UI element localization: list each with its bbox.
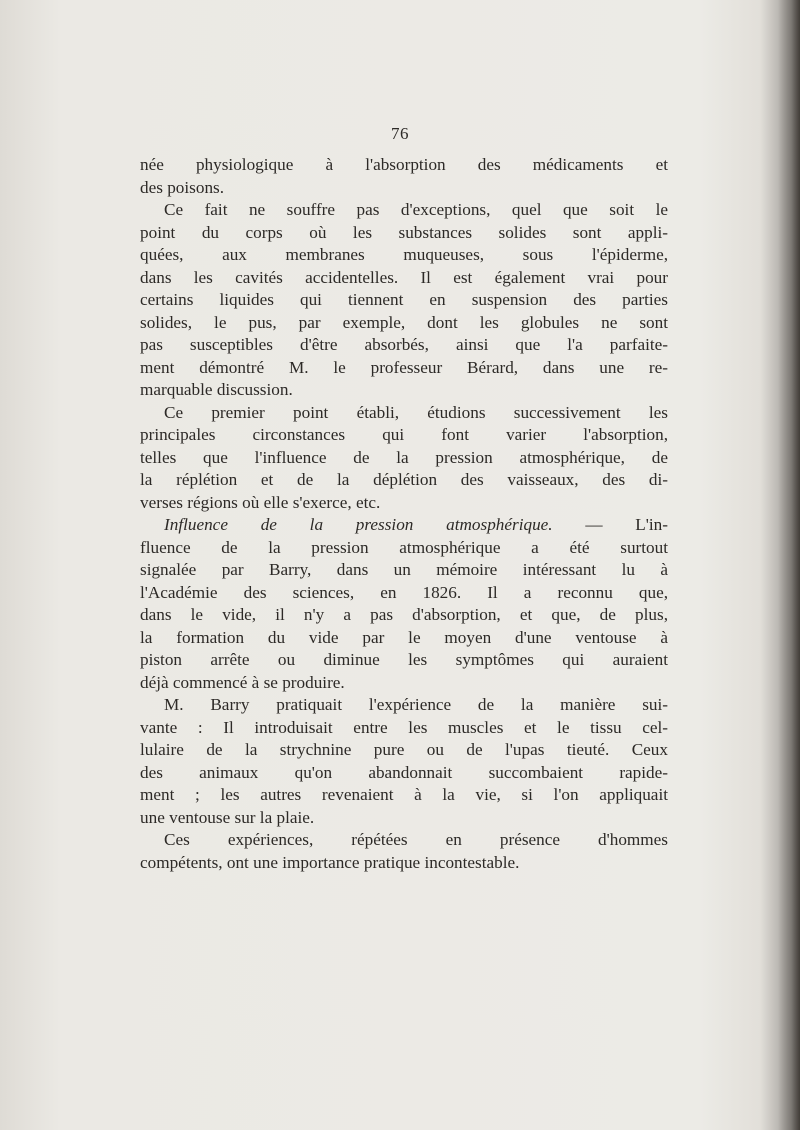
text-line: Ce fait ne souffre pas d'exceptions, quel que soit le — [164, 200, 668, 219]
section-heading: Influence de la pression atmosphérique. — [164, 515, 553, 534]
paragraph-6 — [140, 829, 668, 874]
text-line: déjà commencé à se produire. — [140, 672, 345, 692]
text-fragment: — L'in- — [552, 515, 668, 534]
text-line: M. Barry pratiquait l'expérience de la manière sui- — [164, 695, 668, 714]
text-line: piston arrête ou diminue les symptômes qui auraient — [140, 650, 668, 669]
text-line: ment ; les autres revenaient à la vie, si l'on appliquait — [140, 785, 668, 804]
text-line: des poisons. — [140, 177, 225, 197]
text-line: dans le vide, il n'y a pas d'absorption, et que, de plus, — [140, 605, 668, 624]
text-line: née physiologique à l'absorption des médicaments et — [140, 155, 668, 174]
text-line: fluence de la pression atmosphérique a été surtout — [140, 537, 668, 557]
text-line: lulaire de la strychnine pure ou de l'upas tieuté. Ceux — [140, 740, 668, 759]
text-line: quées, aux membranes muqueuses, sous l'épiderme, — [140, 245, 668, 264]
text-line: verses régions où elle s'exerce, etc. — [140, 492, 381, 512]
text-line: compétents, ont une importance pratique incontestable. — [140, 852, 520, 872]
body-text — [140, 154, 668, 874]
text-line: dans les cavités accidentelles. Il est également vrai pour — [140, 267, 668, 287]
text-line: marquable discussion. — [140, 380, 293, 399]
text-line: Ce premier point établi, étudions successivement les — [164, 402, 668, 422]
page-edge-shadow — [778, 0, 800, 1130]
text-line: l'Académie des sciences, en 1826. Il a reconnu que, — [140, 582, 668, 602]
paragraph-3 — [140, 402, 668, 515]
text-line: certains liquides qui tiennent en suspension des parties — [140, 290, 668, 309]
paragraph-4 — [140, 514, 668, 694]
text-line: solides, le pus, par exemple, dont les globules ne sont — [140, 312, 668, 332]
text-line: Ces expériences, répétées en présence d'hommes — [164, 830, 668, 849]
text-line: principales circonstances qui font varier l'absorption, — [140, 425, 668, 444]
text-line: pas susceptibles d'être absorbés, ainsi que l'a parfaite- — [140, 335, 668, 354]
text-line: une ventouse sur la plaie. — [140, 807, 315, 827]
text-line: telles que l'influence de la pression atmosphérique, de — [140, 447, 668, 467]
text-line: vante : Il introduisait entre les muscles et le tissu cel- — [140, 717, 668, 737]
page-number: 76 — [391, 124, 409, 143]
text-line: point du corps où les substances solides sont appli- — [140, 222, 668, 242]
paragraph-2 — [140, 199, 668, 402]
paragraph-1 — [140, 154, 668, 199]
text-line: la réplétion et de la déplétion des vaisseaux, des di- — [140, 470, 668, 489]
text-line — [140, 514, 668, 537]
text-line: la formation du vide par le moyen d'une ventouse à — [140, 627, 668, 647]
text-line: signalée par Barry, dans un mémoire intéressant lu à — [140, 560, 668, 579]
paragraph-5 — [140, 694, 668, 829]
text-line: des animaux qu'on abandonnait succombaient rapide- — [140, 762, 668, 782]
text-line: ment démontré M. le professeur Bérard, dans une re- — [140, 357, 668, 377]
